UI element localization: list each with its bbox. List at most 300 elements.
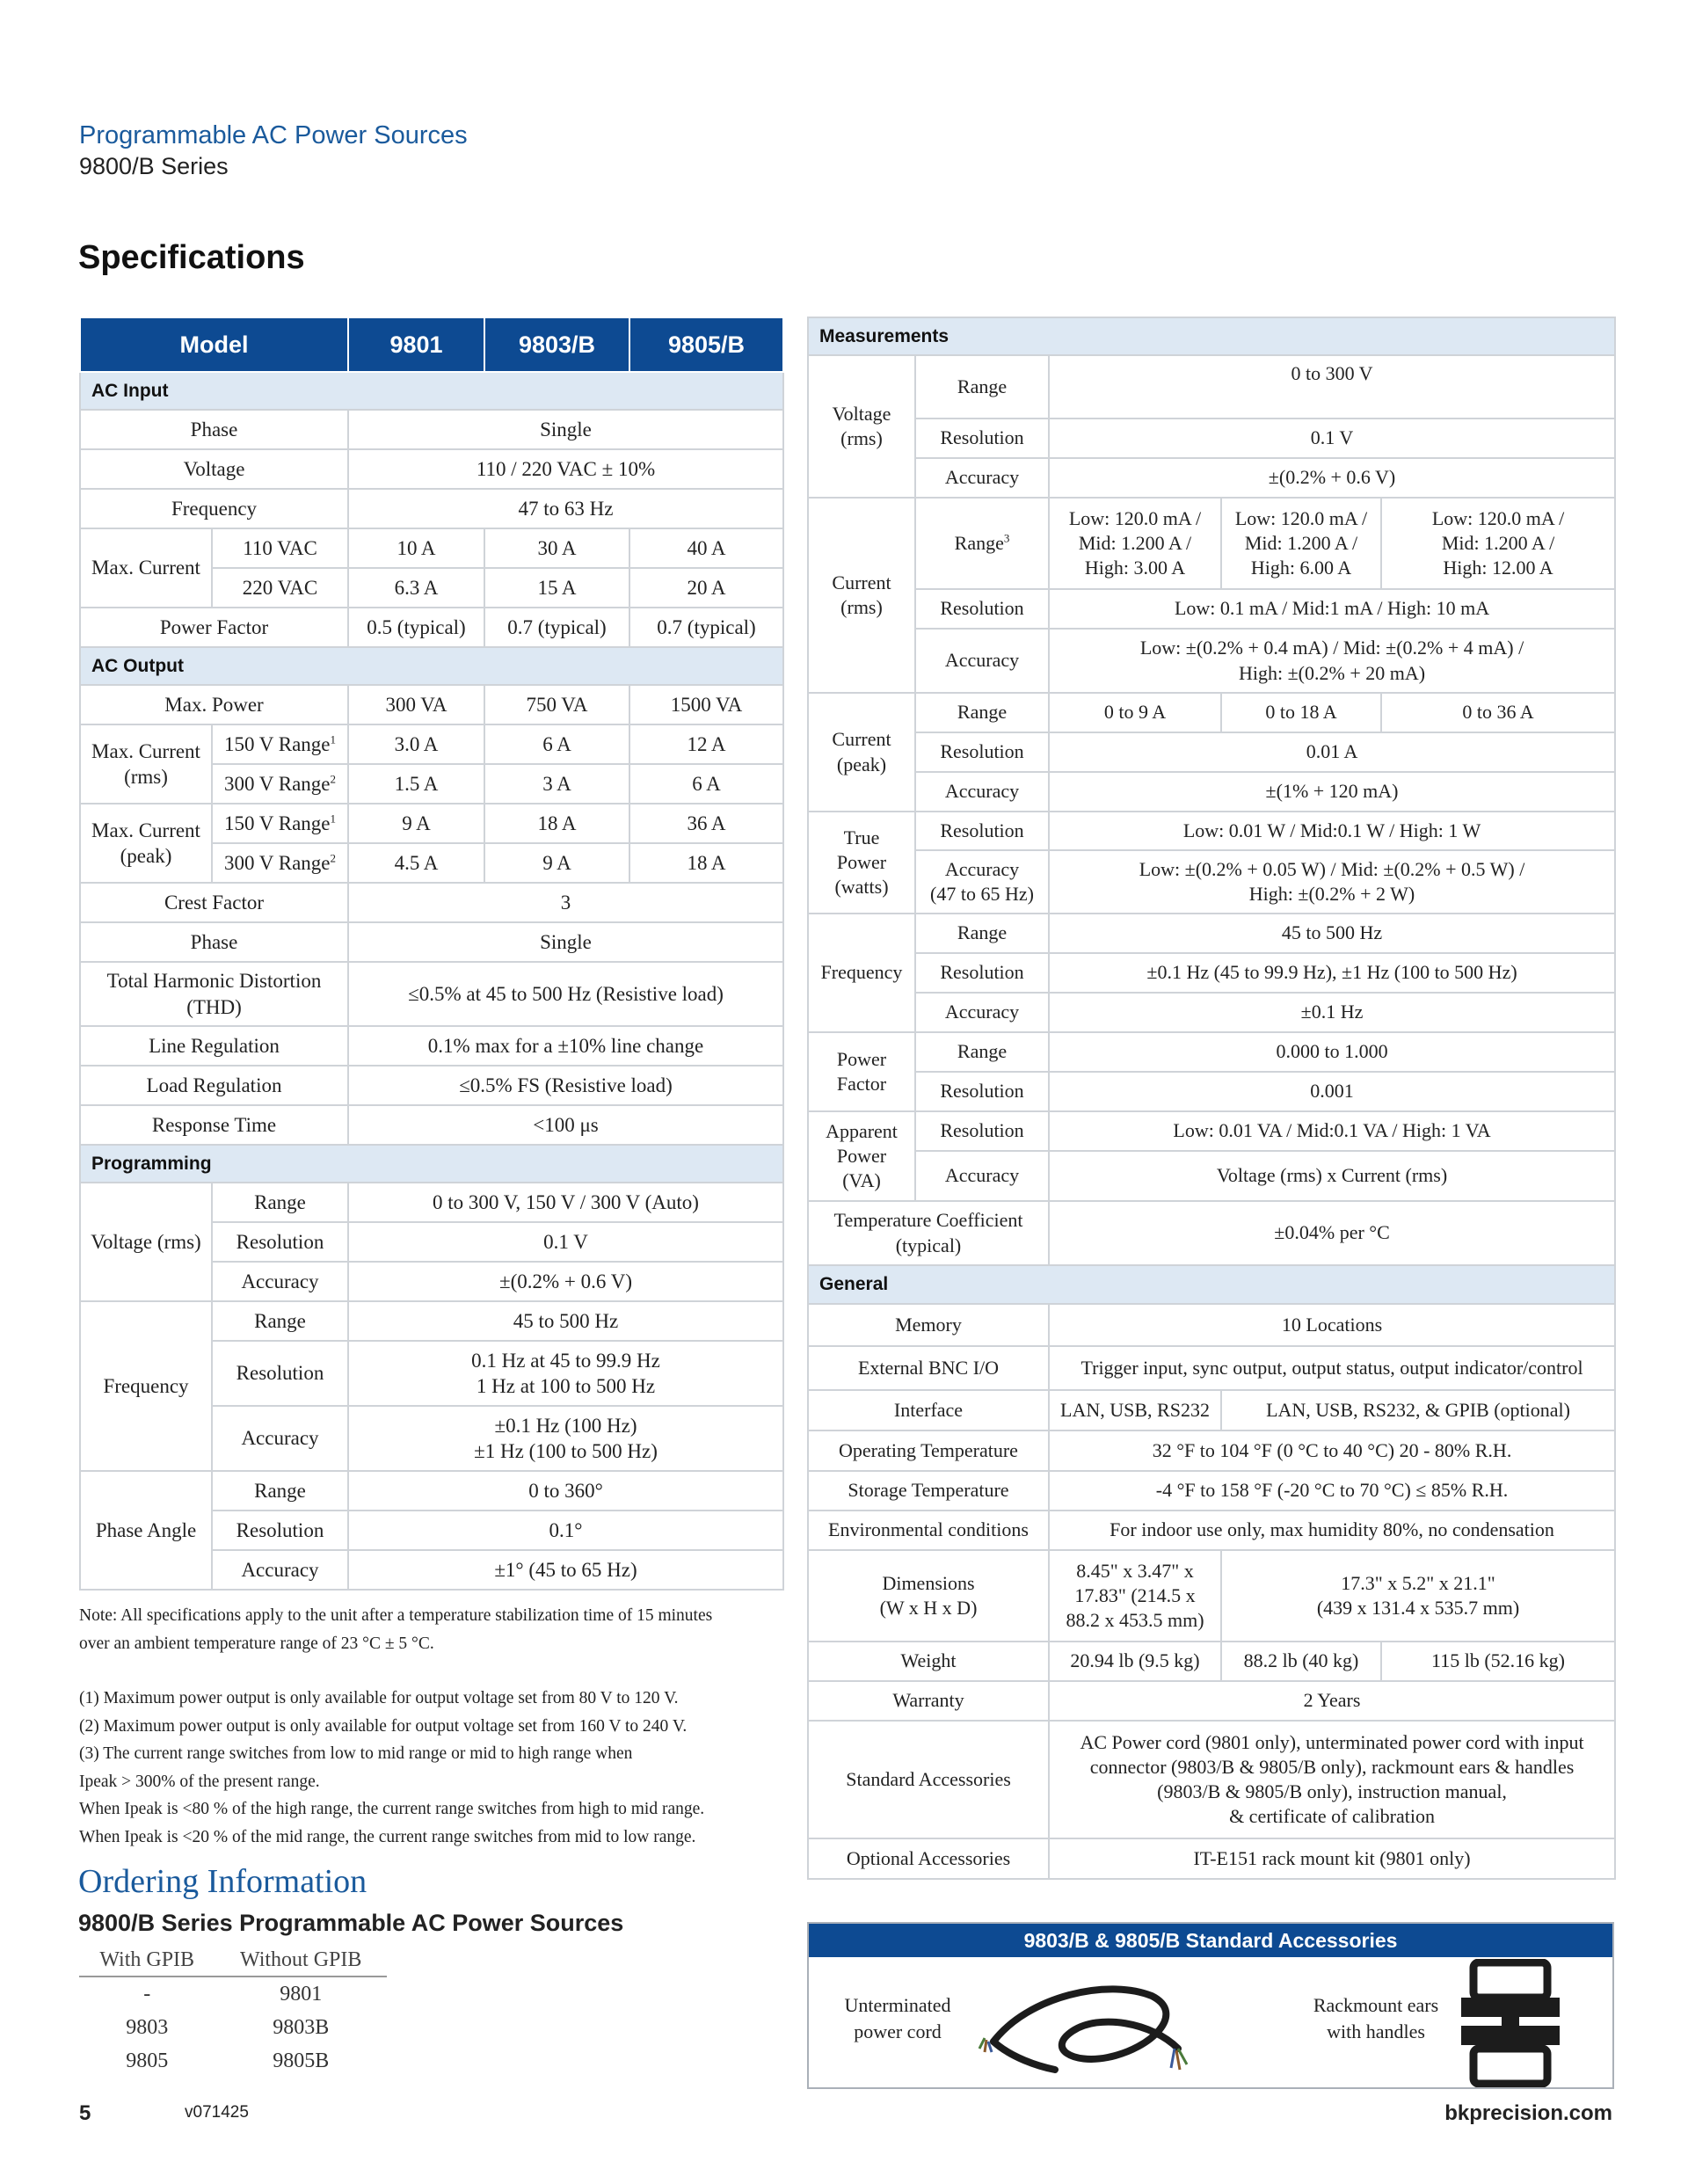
sub-label xyxy=(915,850,1049,914)
table-row xyxy=(808,850,1615,914)
cell-line: Mid: 1.200 A / xyxy=(1078,531,1192,554)
cell: 0.000 to 1.000 xyxy=(1049,1032,1615,1072)
row-label: Max. Current xyxy=(80,528,212,608)
cell: 0 to 18 A xyxy=(1221,693,1381,732)
table-row xyxy=(808,629,1615,693)
row-label: Weight xyxy=(808,1642,1049,1681)
label-line: Current xyxy=(832,728,891,751)
table-row xyxy=(79,2011,387,2044)
cell xyxy=(1049,1550,1221,1642)
label-line: (watts) xyxy=(834,876,889,899)
sub-label: Range xyxy=(915,355,1049,419)
label-line: Max. Current xyxy=(91,819,200,841)
cell-line: & certificate of calibration xyxy=(1229,1805,1435,1828)
cell: 0.5 (typical) xyxy=(348,608,484,647)
cell-line: 0.1 Hz at 45 to 99.9 Hz xyxy=(471,1349,660,1372)
row-label: Environmental conditions xyxy=(808,1511,1049,1550)
note-line: Ipeak > 300% of the present range. xyxy=(79,1772,320,1791)
row-label xyxy=(808,812,915,914)
cell: ±0.1 Hz xyxy=(1049,993,1615,1032)
cell: 18 A xyxy=(629,843,783,883)
cell: 9805 xyxy=(126,2049,169,2072)
row-label: Phase xyxy=(80,410,348,449)
cell-line: 17.3" x 5.2" x 21.1" xyxy=(1341,1571,1495,1594)
range-label: Range xyxy=(954,531,1004,554)
cell: 15 A xyxy=(484,568,629,608)
table-row xyxy=(80,724,783,764)
cell-line: 88.2 x 453.5 mm) xyxy=(1066,1609,1204,1632)
cell: ±(0.2% + 0.6 V) xyxy=(348,1262,783,1301)
row-label: Line Regulation xyxy=(80,1026,348,1066)
cell: 36 A xyxy=(629,804,783,843)
cell xyxy=(1049,850,1615,914)
table-row xyxy=(808,812,1615,850)
label-line: Rackmount ears xyxy=(1313,1994,1439,2016)
row-label xyxy=(80,804,212,883)
label-line: Unterminated xyxy=(844,1994,951,2016)
model-9805b: 9805/B xyxy=(629,317,783,372)
cell: 0.1 V xyxy=(348,1222,783,1262)
table-row xyxy=(808,1681,1615,1721)
sub-label: Range xyxy=(212,1183,348,1222)
row-label xyxy=(808,1111,915,1201)
cell: 30 A xyxy=(484,528,629,568)
row-label: Frequency xyxy=(808,914,915,1032)
cell: ±0.04% per °C xyxy=(1049,1201,1615,1265)
table-row xyxy=(80,804,783,843)
table-row xyxy=(80,1026,783,1066)
cell: 88.2 lb (40 kg) xyxy=(1221,1642,1381,1681)
sub-label: 110 VAC xyxy=(212,528,348,568)
label-line: (rms) xyxy=(840,427,883,449)
table-row xyxy=(808,1111,1615,1151)
table-row xyxy=(80,883,783,922)
cell: ±(0.2% + 0.6 V) xyxy=(1049,458,1615,498)
sub-label: Range xyxy=(915,914,1049,953)
table-row xyxy=(808,1032,1615,1072)
col-with-gpib: With GPIB xyxy=(79,1944,215,1977)
cell: 0.1 V xyxy=(1049,419,1615,458)
cell: ±1° (45 to 65 Hz) xyxy=(348,1550,783,1590)
sub-label: Resolution xyxy=(915,589,1049,629)
cell: 0.01 A xyxy=(1049,732,1615,772)
row-label: Standard Accessories xyxy=(808,1721,1049,1838)
table-row xyxy=(80,608,783,647)
cell: Single xyxy=(348,410,783,449)
footnote-ref: 2 xyxy=(330,851,337,865)
sub-label xyxy=(915,498,1049,589)
table-row xyxy=(80,1183,783,1222)
table-row xyxy=(808,1550,1615,1642)
cell: 20.94 lb (9.5 kg) xyxy=(1049,1642,1221,1681)
sub-label: Resolution xyxy=(915,1111,1049,1151)
cell: 40 A xyxy=(629,528,783,568)
label-line: Voltage xyxy=(832,402,891,425)
category-title: Programmable AC Power Sources xyxy=(79,121,468,149)
cell: Low: 0.01 W / Mid:0.1 W / High: 1 W xyxy=(1049,812,1615,850)
table-row xyxy=(80,449,783,489)
cell: IT-E151 rack mount kit (9801 only) xyxy=(1049,1838,1615,1879)
sub-label: Accuracy xyxy=(915,772,1049,812)
sub-label: Range xyxy=(212,1471,348,1511)
row-label: Power Factor xyxy=(80,608,348,647)
sub-label: 220 VAC xyxy=(212,568,348,608)
row-label: Memory xyxy=(808,1304,1049,1346)
cell: 47 to 63 Hz xyxy=(348,489,783,528)
sub-label xyxy=(212,843,348,883)
table-row xyxy=(80,1105,783,1145)
table-row xyxy=(808,1304,1615,1346)
table-row xyxy=(808,993,1615,1032)
col-without-gpib: Without GPIB xyxy=(215,1944,387,1977)
rackmount-ears-label xyxy=(1301,1992,1451,2045)
model-header-row xyxy=(80,317,783,372)
sub-label: Accuracy xyxy=(212,1262,348,1301)
label-line: (peak) xyxy=(836,753,887,775)
section-programming: Programming xyxy=(80,1145,783,1183)
sub-label: Resolution xyxy=(915,1072,1049,1111)
note-line xyxy=(79,1657,800,1685)
table-row xyxy=(808,1346,1615,1390)
row-label: Storage Temperature xyxy=(808,1471,1049,1511)
cell-line: Low: ±(0.2% + 0.05 W) / Mid: ±(0.2% + 0.5 W) / xyxy=(1139,857,1525,880)
table-row xyxy=(80,962,783,1026)
cell: For indoor use only, max humidity 80%, no condensation xyxy=(1049,1511,1615,1550)
row-label: Frequency xyxy=(80,1301,212,1471)
table-row xyxy=(808,1642,1615,1681)
footnote-ref: 3 xyxy=(1003,531,1010,545)
cell: LAN, USB, RS232 xyxy=(1049,1390,1221,1431)
cell: 6.3 A xyxy=(348,568,484,608)
table-row xyxy=(808,1201,1615,1265)
cell: 1500 VA xyxy=(629,685,783,724)
cell: 18 A xyxy=(484,804,629,843)
note-line: When Ipeak is <20 % of the mid range, the current range switches from mid to low range. xyxy=(79,1827,696,1846)
section-general: General xyxy=(808,1265,1615,1304)
cell: 9803B xyxy=(273,2015,330,2039)
cell: 45 to 500 Hz xyxy=(1049,914,1615,953)
table-row xyxy=(808,419,1615,458)
cell-line: ±1 Hz (100 to 500 Hz) xyxy=(474,1440,658,1462)
cell: 0.1° xyxy=(348,1511,783,1550)
cell: ≤0.5% at 45 to 500 Hz (Resistive load) xyxy=(348,962,783,1026)
cell: 300 VA xyxy=(348,685,484,724)
cell-line: ±0.1 Hz (100 Hz) xyxy=(494,1414,637,1437)
row-label: Crest Factor xyxy=(80,883,348,922)
row-label xyxy=(808,355,915,498)
sub-label: Resolution xyxy=(915,953,1049,993)
cell: Low: 0.1 mA / Mid:1 mA / High: 10 mA xyxy=(1049,589,1615,629)
table-row xyxy=(808,1151,1615,1201)
cell-line: Low: ±(0.2% + 0.4 mA) / Mid: ±(0.2% + 4 mA) / xyxy=(1139,637,1524,659)
label-line: Power xyxy=(836,1047,887,1070)
label-line: (rms) xyxy=(840,596,883,618)
row-label: Phase xyxy=(80,922,348,962)
cell-line: High: ±(0.2% + 2 W) xyxy=(1248,883,1415,905)
table-row xyxy=(808,355,1615,419)
table-row xyxy=(808,953,1615,993)
cell xyxy=(1049,629,1615,693)
cell: 10 A xyxy=(348,528,484,568)
cell-line: High: 3.00 A xyxy=(1084,557,1186,579)
label-line: Dimensions xyxy=(882,1571,975,1594)
range-label: 300 V Range xyxy=(223,851,331,874)
sub-label: Accuracy xyxy=(915,629,1049,693)
sub-label xyxy=(212,724,348,764)
sub-label: Accuracy xyxy=(212,1406,348,1471)
cell xyxy=(348,1406,783,1471)
cell-line: Low: 120.0 mA / xyxy=(1431,506,1565,529)
table-row xyxy=(808,914,1615,953)
table-row xyxy=(79,2044,387,2078)
cell: 1.5 A xyxy=(348,764,484,804)
cell: 0 to 300 V, 150 V / 300 V (Auto) xyxy=(348,1183,783,1222)
cell: 4.5 A xyxy=(348,843,484,883)
table-row xyxy=(808,772,1615,812)
ordering-table xyxy=(79,1944,387,2078)
table-row xyxy=(808,1431,1615,1471)
label-line: Current xyxy=(832,571,891,593)
table-row xyxy=(80,1471,783,1511)
cell: 110 / 220 VAC ± 10% xyxy=(348,449,783,489)
cell-line: Low: 120.0 mA / xyxy=(1234,506,1368,529)
label-line: Total Harmonic Distortion xyxy=(106,970,322,993)
cell: 9803 xyxy=(126,2015,169,2039)
table-row xyxy=(80,410,783,449)
measurements-table xyxy=(807,317,1616,1880)
section-row xyxy=(808,1265,1615,1304)
sub-label: Range xyxy=(212,1301,348,1341)
cell: 20 A xyxy=(629,568,783,608)
cell: 3 xyxy=(348,883,783,922)
cell-line: (439 x 131.4 x 535.7 mm) xyxy=(1316,1597,1520,1619)
label-line: Accuracy xyxy=(944,857,1020,880)
cell-line: High: 12.00 A xyxy=(1443,557,1553,579)
label-line: Temperature Coefficient xyxy=(833,1209,1023,1232)
cell: 45 to 500 Hz xyxy=(348,1301,783,1341)
section-ac-input: AC Input xyxy=(80,372,783,410)
row-label xyxy=(808,1032,915,1111)
cell: ≤0.5% FS (Resistive load) xyxy=(348,1066,783,1105)
model-9801: 9801 xyxy=(348,317,484,372)
row-label xyxy=(808,498,915,693)
row-label: Operating Temperature xyxy=(808,1431,1049,1471)
cell xyxy=(1381,498,1615,589)
table-row xyxy=(80,685,783,724)
sub-label: Range xyxy=(915,1032,1049,1072)
cell: <100 μs xyxy=(348,1105,783,1145)
note-line: over an ambient temperature range of 23 °C ± 5 °C. xyxy=(79,1634,434,1653)
table-row xyxy=(80,528,783,568)
cell: Low: 0.01 VA / Mid:0.1 VA / High: 1 VA xyxy=(1049,1111,1615,1151)
footnotes xyxy=(79,1602,800,1851)
cell xyxy=(1049,498,1221,589)
series-title: 9800/B Series xyxy=(79,153,229,179)
cell: 6 A xyxy=(484,724,629,764)
section-measurements: Measurements xyxy=(808,317,1615,355)
range-label: 150 V Range xyxy=(223,732,331,755)
range-label: 300 V Range xyxy=(223,772,331,795)
section-row xyxy=(80,647,783,685)
row-label xyxy=(808,693,915,812)
label-line: (rms) xyxy=(124,766,168,788)
cell-line: Mid: 1.200 A / xyxy=(1244,531,1358,554)
table-row xyxy=(808,1721,1615,1838)
cell: -4 °F to 158 °F (-20 °C to 70 °C) ≤ 85% R.H. xyxy=(1049,1471,1615,1511)
ordering-subtitle: 9800/B Series Programmable AC Power Sources xyxy=(78,1910,624,1936)
table-row xyxy=(80,1066,783,1105)
table-row xyxy=(79,1977,387,2011)
cell-line: High: 6.00 A xyxy=(1250,557,1352,579)
cell: ±(1% + 120 mA) xyxy=(1049,772,1615,812)
sub-label: Resolution xyxy=(212,1511,348,1550)
table-row xyxy=(808,1390,1615,1431)
label-line: (peak) xyxy=(120,845,172,867)
row-label: Load Regulation xyxy=(80,1066,348,1105)
note-line: (2) Maximum power output is only available for output voltage set from 160 V to 240 V. xyxy=(79,1716,688,1736)
label-line: Power xyxy=(836,1144,887,1167)
cell: 750 VA xyxy=(484,685,629,724)
cell: 115 lb (52.16 kg) xyxy=(1381,1642,1615,1681)
section-row xyxy=(80,372,783,410)
cell: Trigger input, sync output, output status, output indicator/control xyxy=(1049,1346,1615,1390)
ordering-header-row xyxy=(79,1944,387,1977)
standard-accessories-box xyxy=(807,1922,1614,2089)
label-line: True xyxy=(843,826,880,848)
row-label: Response Time xyxy=(80,1105,348,1145)
sub-label: Resolution xyxy=(212,1341,348,1406)
cell xyxy=(348,1341,783,1406)
cell: 0.001 xyxy=(1049,1072,1615,1111)
cell-line: 8.45" x 3.47" x xyxy=(1076,1559,1194,1582)
section-ac-output: AC Output xyxy=(80,647,783,685)
sub-label: Accuracy xyxy=(212,1550,348,1590)
footnote-ref: 1 xyxy=(330,812,337,826)
table-row xyxy=(808,732,1615,772)
label-line: Power xyxy=(836,850,887,873)
table-row xyxy=(808,498,1615,589)
row-label xyxy=(808,1550,1049,1642)
cell: - xyxy=(143,1982,151,2006)
row-label xyxy=(80,962,348,1026)
power-cord-label xyxy=(832,1992,964,2045)
row-label: Warranty xyxy=(808,1681,1049,1721)
label-line: (47 to 65 Hz) xyxy=(930,883,1034,905)
cell: 9 A xyxy=(484,843,629,883)
sub-label xyxy=(212,764,348,804)
note-line: When Ipeak is <80 % of the high range, the current range switches from high to mid range. xyxy=(79,1800,705,1818)
sub-label: Range xyxy=(915,693,1049,732)
cell-line: Low: 120.0 mA / xyxy=(1068,506,1202,529)
label-line: Apparent xyxy=(826,1119,898,1142)
label-line: (W x H x D) xyxy=(879,1597,978,1619)
cell-line: Mid: 1.200 A / xyxy=(1441,531,1555,554)
row-label: External BNC I/O xyxy=(808,1346,1049,1390)
cell: 0 to 300 V xyxy=(1049,355,1615,419)
cell: 12 A xyxy=(629,724,783,764)
sub-label xyxy=(212,804,348,843)
row-label: Phase Angle xyxy=(80,1471,212,1590)
label-line: Max. Current xyxy=(91,739,200,762)
cell: ±0.1 Hz (45 to 99.9 Hz), ±1 Hz (100 to 500 Hz) xyxy=(1049,953,1615,993)
cell xyxy=(1049,1721,1615,1838)
cell: 10 Locations xyxy=(1049,1304,1615,1346)
power-cord-icon xyxy=(976,1961,1196,2086)
section-row xyxy=(808,317,1615,355)
table-row xyxy=(80,922,783,962)
table-row xyxy=(808,1471,1615,1511)
section-row xyxy=(80,1145,783,1183)
sub-label: Accuracy xyxy=(915,458,1049,498)
cell xyxy=(1221,1550,1615,1642)
note-line: (1) Maximum power output is only available for output voltage set from 80 V to 120 V. xyxy=(79,1689,679,1707)
label-line: (typical) xyxy=(895,1234,962,1256)
cell: 6 A xyxy=(629,764,783,804)
cell: 3 A xyxy=(484,764,629,804)
sub-label: Accuracy xyxy=(915,1151,1049,1201)
rackmount-ears-icon xyxy=(1458,1959,1563,2087)
row-label xyxy=(808,1201,1049,1265)
cell-line: connector (9803/B & 9805/B only), rackmount ears & handles xyxy=(1089,1755,1575,1778)
table-row xyxy=(80,489,783,528)
label-line: with handles xyxy=(1327,2020,1425,2042)
cell-line: High: ±(0.2% + 20 mA) xyxy=(1238,661,1426,684)
ordering-heading: Ordering Information xyxy=(78,1863,367,1900)
cell: 32 °F to 104 °F (0 °C to 40 °C) 20 - 80% R.H. xyxy=(1049,1431,1615,1471)
cell: 0.1% max for a ±10% line change xyxy=(348,1026,783,1066)
cell: 0 to 360° xyxy=(348,1471,783,1511)
table-row xyxy=(808,589,1615,629)
model-header: Model xyxy=(80,317,348,372)
website-link[interactable]: bkprecision.com xyxy=(1444,2101,1612,2125)
label-line: (VA) xyxy=(842,1169,881,1192)
table-row xyxy=(808,1072,1615,1111)
cell: 0.7 (typical) xyxy=(629,608,783,647)
cell xyxy=(1221,498,1381,589)
row-label: Voltage xyxy=(80,449,348,489)
row-label: Interface xyxy=(808,1390,1049,1431)
cell-line: (9803/B & 9805/B only), instruction manual, xyxy=(1157,1780,1507,1802)
cell-line: AC Power cord (9801 only), unterminated power cord with input xyxy=(1080,1730,1584,1753)
model-9803b: 9803/B xyxy=(484,317,629,372)
sub-label: Resolution xyxy=(212,1222,348,1262)
cell: 2 Years xyxy=(1049,1681,1615,1721)
cell: 9 A xyxy=(348,804,484,843)
row-label xyxy=(80,724,212,804)
cell: 9805B xyxy=(273,2049,330,2072)
sub-label: Accuracy xyxy=(915,993,1049,1032)
model-spec-table xyxy=(79,317,784,1591)
range-label: 150 V Range xyxy=(223,812,331,834)
note-line: (3) The current range switches from low to mid range or mid to high range when xyxy=(79,1744,633,1763)
cell: 3.0 A xyxy=(348,724,484,764)
label-line: power cord xyxy=(854,2020,942,2042)
table-row xyxy=(808,458,1615,498)
cell: 0 to 9 A xyxy=(1049,693,1221,732)
row-label: Frequency xyxy=(80,489,348,528)
cell: 0.7 (typical) xyxy=(484,608,629,647)
row-label: Optional Accessories xyxy=(808,1838,1049,1879)
cell: Single xyxy=(348,922,783,962)
cell-line: 1 Hz at 100 to 500 Hz xyxy=(476,1375,656,1397)
footnote-ref: 1 xyxy=(330,732,337,746)
note-line: Note: All specifications apply to the unit after a temperature stabilization time of 15 minutes xyxy=(79,1606,713,1625)
sub-label: Resolution xyxy=(915,419,1049,458)
table-row xyxy=(808,1838,1615,1879)
specifications-heading: Specifications xyxy=(78,239,305,276)
cell-line: 17.83" (214.5 x xyxy=(1074,1583,1196,1606)
row-label: Voltage (rms) xyxy=(80,1183,212,1301)
